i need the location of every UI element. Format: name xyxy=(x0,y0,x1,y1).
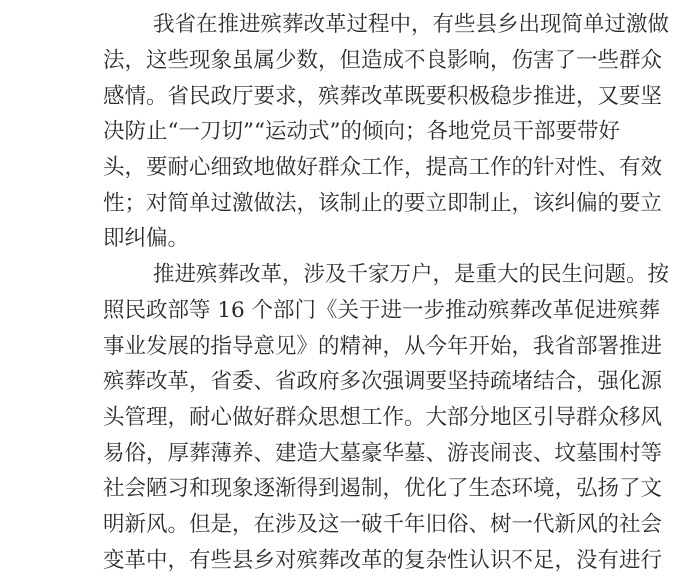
text-line: 殡葬改革，省委、省政府多次强调要坚持疏堵结合，强化源 xyxy=(103,369,663,394)
text-line: 决防止“一刀切”“运动式”的倾向；各地党员干部要带好 xyxy=(103,119,620,144)
text-line: 感情。省民政厅要求，殡葬改革既要积极稳步推进，又要坚 xyxy=(103,84,663,109)
text-line: 变革中，有些县乡对殡葬改革的复杂性认识不足，没有进行 xyxy=(103,548,663,573)
text-line: 即纠偏。 xyxy=(103,226,190,251)
text-line: 性；对简单过激做法，该制止的要立即制止，该纠偏的要立 xyxy=(103,191,663,216)
text-line: 易俗，厚葬薄养、建造大墓豪华墓、游丧闹丧、坟墓围村等 xyxy=(103,441,663,466)
text-line: 我省在推进殡葬改革过程中，有些县乡出现简单过激做 xyxy=(153,12,670,37)
text-line: 法，这些现象虽属少数，但造成不良影响，伤害了一些群众 xyxy=(103,48,663,73)
text-line: 照民政部等 16 个部门《关于进一步推动殡葬改革促进殡葬 xyxy=(103,298,661,323)
text-line: 明新风。但是，在涉及这一破千年旧俗、树一代新风的社会 xyxy=(103,512,663,537)
text-line: 事业发展的指导意见》的精神，从今年开始，我省部署推进 xyxy=(103,334,663,359)
text-line: 头，要耐心细致地做好群众工作，提高工作的针对性、有效 xyxy=(103,155,663,180)
text-line: 头管理，耐心做好群众思想工作。大部分地区引导群众移风 xyxy=(103,405,663,430)
text-line: 社会陋习和现象逐渐得到遏制，优化了生态环境，弘扬了文 xyxy=(103,476,663,501)
text-line: 推进殡葬改革，涉及千家万户，是重大的民生问题。按 xyxy=(153,262,670,287)
